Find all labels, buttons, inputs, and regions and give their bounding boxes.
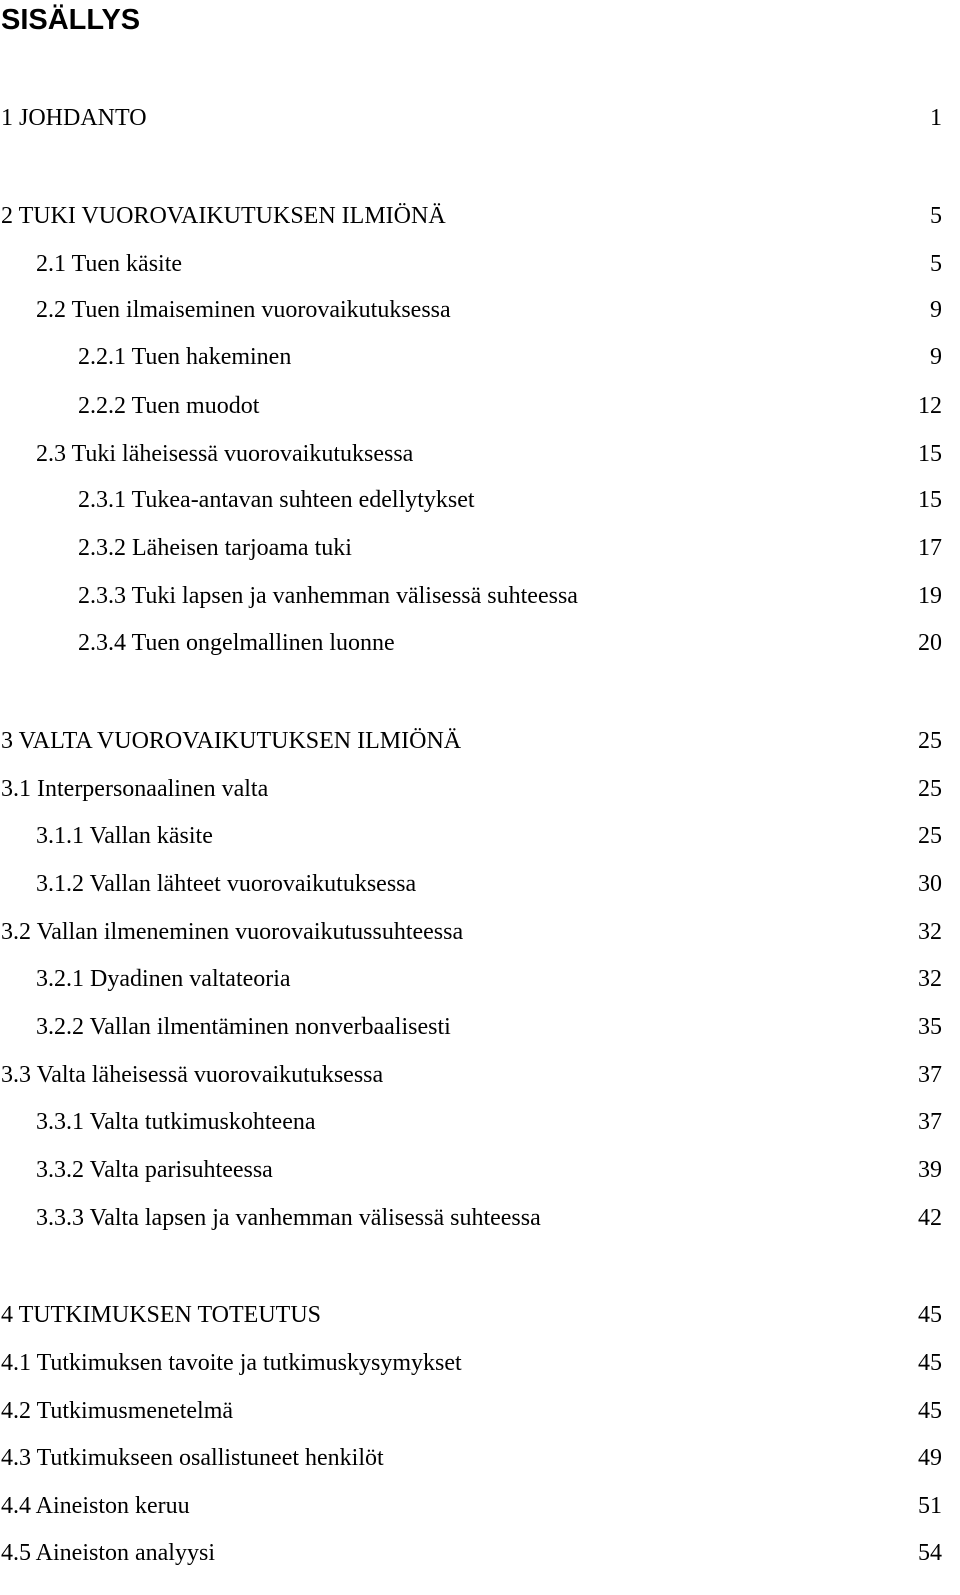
toc-entry — [0, 293, 942, 327]
toc-entry-page-number: 15 — [918, 487, 942, 513]
toc-entry — [0, 1536, 942, 1570]
toc-entry-page-number: 17 — [918, 535, 942, 561]
toc-entry-page-number: 5 — [930, 251, 942, 277]
toc-entry — [0, 199, 942, 233]
toc-entry — [0, 962, 942, 996]
toc-entry — [0, 579, 942, 613]
toc-entry-page-number: 45 — [918, 1302, 942, 1328]
toc-entry — [0, 819, 942, 853]
toc-entry-page-number: 37 — [918, 1109, 942, 1135]
toc-entry-label: 2.3.2 Läheisen tarjoama tuki — [78, 535, 352, 561]
toc-entry-label: 2.3 Tuki läheisessä vuorovaikutuksessa — [36, 441, 414, 467]
toc-entry — [0, 1201, 942, 1235]
toc-entry-page-number: 37 — [918, 1062, 942, 1088]
toc-entry-label: 3.3.2 Valta parisuhteessa — [36, 1157, 273, 1183]
toc-entry-page-number: 49 — [918, 1445, 942, 1471]
toc-entry — [0, 437, 942, 471]
toc-entry — [0, 1058, 942, 1092]
toc-entry-label: 3 VALTA VUOROVAIKUTUKSEN ILMIÖNÄ — [1, 728, 462, 754]
toc-entry-page-number: 25 — [918, 776, 942, 802]
toc-entry-label: 4 TUTKIMUKSEN TOTEUTUS — [1, 1302, 322, 1328]
toc-entry-page-number: 1 — [930, 105, 942, 131]
toc-entry-label: 2.2 Tuen ilmaiseminen vuorovaikutuksessa — [36, 297, 451, 323]
toc-entry-page-number: 12 — [918, 393, 942, 419]
toc-entry-page-number: 9 — [930, 344, 942, 370]
toc-entry-page-number: 45 — [918, 1350, 942, 1376]
toc-entry — [0, 531, 942, 565]
toc-entry-page-number: 51 — [918, 1493, 942, 1519]
toc-entry-label: 2.2.1 Tuen hakeminen — [78, 344, 292, 370]
toc-entry-page-number: 9 — [930, 297, 942, 323]
toc-entry-label: 3.2.1 Dyadinen valtateoria — [36, 966, 291, 992]
toc-entry-label: 3.1 Interpersonaalinen valta — [1, 776, 269, 802]
toc-entry-label: 3.2.2 Vallan ilmentäminen nonverbaalisesti — [36, 1014, 451, 1040]
toc-entry-label: 3.1.1 Vallan käsite — [36, 823, 213, 849]
page-title: SISÄLLYS — [1, 4, 141, 36]
toc-entry — [0, 389, 942, 423]
toc-entry-label: 3.3.1 Valta tutkimuskohteena — [36, 1109, 316, 1135]
toc-entry — [0, 915, 942, 949]
toc-entry-page-number: 25 — [918, 728, 942, 754]
toc-entry — [0, 1489, 942, 1523]
toc-entry — [0, 340, 942, 374]
toc-entry-label: 3.3 Valta läheisessä vuorovaikutuksessa — [1, 1062, 384, 1088]
toc-entry-label: 2.3.1 Tukea-antavan suhteen edellytykset — [78, 487, 475, 513]
toc-entry — [0, 1298, 942, 1332]
toc-entry-page-number: 32 — [918, 966, 942, 992]
toc-entry-label: 4.2 Tutkimusmenetelmä — [1, 1398, 234, 1424]
toc-entry — [0, 1010, 942, 1044]
toc-entry-page-number: 25 — [918, 823, 942, 849]
toc-entry-label: 2.3.4 Tuen ongelmallinen luonne — [78, 630, 395, 656]
toc-entry-page-number: 35 — [918, 1014, 942, 1040]
toc-entry-page-number: 32 — [918, 919, 942, 945]
toc-entry — [0, 626, 942, 660]
toc-entry — [0, 1153, 942, 1187]
toc-entry-page-number: 54 — [918, 1540, 942, 1566]
toc-entry — [0, 867, 942, 901]
toc-entry — [0, 1394, 942, 1428]
toc-entry-label: 4.1 Tutkimuksen tavoite ja tutkimuskysymykset — [1, 1350, 462, 1376]
toc-entry — [0, 1441, 942, 1475]
toc-entry-label: 4.5 Aineiston analyysi — [1, 1540, 215, 1566]
toc-entry-label: 1 JOHDANTO — [1, 105, 147, 131]
toc-entry-page-number: 20 — [918, 630, 942, 656]
toc-entry-page-number: 30 — [918, 871, 942, 897]
toc-entry-page-number: 39 — [918, 1157, 942, 1183]
toc-entry-label: 2.1 Tuen käsite — [36, 251, 183, 277]
toc-entry — [0, 1105, 942, 1139]
toc-entry-label: 2.3.3 Tuki lapsen ja vanhemman välisessä suhteessa — [78, 583, 578, 609]
toc-entry-page-number: 19 — [918, 583, 942, 609]
toc-entry-label: 3.2 Vallan ilmeneminen vuorovaikutussuhteessa — [1, 919, 464, 945]
toc-entry — [0, 1346, 942, 1380]
toc-entry-page-number: 42 — [918, 1205, 942, 1231]
toc-entry-label: 3.1.2 Vallan lähteet vuorovaikutuksessa — [36, 871, 417, 897]
toc-entry-label: 4.3 Tutkimukseen osallistuneet henkilöt — [1, 1445, 384, 1471]
toc-entry-page-number: 15 — [918, 441, 942, 467]
toc-entry — [0, 483, 942, 517]
toc-entry — [0, 772, 942, 806]
toc-entry — [0, 101, 942, 135]
toc-entry-label: 3.3.3 Valta lapsen ja vanhemman välisessä suhteessa — [36, 1205, 541, 1231]
toc-entry — [0, 247, 942, 281]
toc-entry-label: 2 TUKI VUOROVAIKUTUKSEN ILMIÖNÄ — [1, 203, 446, 229]
toc-entry-label: 4.4 Aineiston keruu — [1, 1493, 190, 1519]
toc-entry-page-number: 5 — [930, 203, 942, 229]
toc-entry-label: 2.2.2 Tuen muodot — [78, 393, 260, 419]
toc-entry — [0, 724, 942, 758]
toc-entry-page-number: 45 — [918, 1398, 942, 1424]
